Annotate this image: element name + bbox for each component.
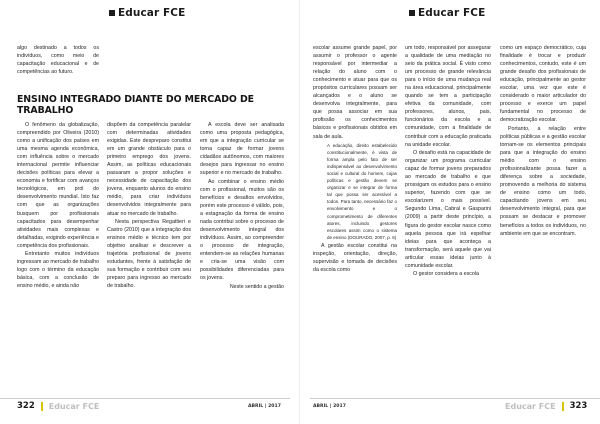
right-col-2 — [405, 44, 491, 279]
paragraph: Neste sentido a gestão — [229, 283, 284, 290]
page-number: 323 — [569, 401, 588, 411]
left-col-1 — [17, 121, 99, 291]
paragraph: O fenômeno da globalização, compreendido por Oliveira (2010) como a unificação dos países em uma mesma agenda econômica, com influência sobre o mercado internacional permite influenciar decisões políticas para elevar a economia e fortificar com avanços tecnológicos, em prol do desenvolvimento mundial. Isto faz com que as organizações busquem por profissionais capacitados para desempenhar atividades mais complexas e detalhadas, exigindo experiência e competência dos profissionais. — [17, 122, 99, 249]
header-square-icon — [409, 10, 415, 16]
paragraph: O gestor considera a escola — [413, 271, 479, 278]
left-header — [109, 7, 185, 19]
footer-accent-bar — [562, 402, 564, 411]
paragraph: um todo, responsável por assegurar a qualidade de uma mediação no seio da prática social. É visto como um processo de grande relevância para o início de uma mudança real na área educacional, principalmente quando se tem a participação efetiva da comunidade, com professores, alunos, pais, funcionários da escola e a comunidade, com a finalidade de contribuir com a educação praticada na unidade escolar. — [405, 45, 491, 148]
paragraph: escolar assume grande papel, por assumir o professor o agente responsável por intermediar a relação do aluno com o conhecimento e atuar para que os propósitos curriculares possam ser alcançados e o aluno se desenvolva integralmente, para que possa associar em sua profissão os conhecimentos básicos e profissionais obtidos em sala de aula. — [313, 45, 397, 140]
issue-date: ABRIL | 2017 — [248, 403, 281, 409]
left-col-3 — [200, 121, 284, 291]
paragraph: Entretanto muitos indivíduos ingressam ao mercado de trabalho logo com o término da educação básica, com a conclusão de ensino médio, e ainda não — [17, 251, 99, 290]
left-header-title: Educar FCE — [118, 7, 186, 19]
right-footer — [505, 400, 587, 412]
right-footer-date — [313, 400, 346, 412]
header-square-icon — [109, 10, 115, 16]
right-col-1 — [313, 44, 397, 275]
section-title: ENSINO INTEGRADO DIANTE DO MERCADO DE TRABALHO — [17, 94, 254, 116]
intro-paragraph: algo destinado a todos os indivíduos, como meio de capacitação educacional e de competências ao futuro. — [17, 45, 99, 76]
paragraph: Portanto, a relação entre políticas públicas e a gestão escolar tornam-se os elementos principais para que a integração do ensino médio com o ensino profissionalizante possa fazer a diferença sobre a sociedade, promovendo a melhoria do sistema de ensino como um todo, capacitando jovens em seu desenvolvimento integral, para que possam se destacar e promover benefícios a todos os indivíduos, no ambiente em que se encontram. — [500, 125, 586, 237]
footer-rule — [0, 398, 290, 399]
paragraph: dispõem da competência paralelar com determinadas atividades exigidas. Este despreparo constitui em um grande obstáculo para o primeiro emprego dos jovens. Assim, as políticas educacionais passaram a propor soluções e necessidade de capacitação dos jovens, enquanto alunos do ensino médio, para criar indivíduos desenvolvidos integralmente para atuar no mercado de trabalho. — [107, 122, 191, 217]
paragraph: como um espaço democrático, cuja finalidade é trocar e produzir conhecimentos, contudo, este é um grande desafio dos profissionais de educação, principalmente ao gestor escolar, uma vez que este é considerado o maior articulador do processo e exerce um papel fundamental no processo de democratização escolar. — [500, 45, 586, 124]
paragraph: A gestão escolar constitui na inspeção, orientação, direção, supervisão e tomada de decisões da escola como — [313, 242, 397, 274]
right-col-3 — [500, 44, 586, 238]
left-footer-date — [248, 400, 281, 412]
right-header-title: Educar FCE — [418, 7, 486, 19]
paragraph: Ao combinar o ensino médio com o profissional, muitos são os benefícios e desafios envolvidos, porém este processo é válido, pois, a estagnação da forma de ensino nada contribui sobre o processo de desenvolvimento integral dos indivíduos. Assim, ao compreender o processo de integração, entendem-se as relações humanas e cria-se uma visão com possibilidades diferenciadas para os jovens. — [200, 178, 284, 282]
issue-date: ABRIL | 2017 — [313, 403, 346, 409]
footer-accent-bar — [41, 402, 43, 411]
footer-rule — [310, 398, 600, 399]
left-intro-column — [17, 44, 99, 77]
paragraph: A escola deve ser analisada como uma proposta pedagógica, em que a integração curricular se torna capaz de formar jovens cidadãos autônomos, com maiores desejos para ingressar no ensino superior e no mercado de trabalho. — [200, 122, 284, 177]
footer-brand: Educar FCE — [48, 401, 100, 411]
page-number: 322 — [17, 401, 35, 411]
block-quote: A educação, direito estabelecido constitucionalmente, é vista de forma ampla pelo fato de ser indispensável ao desenvolvimento social e cultural do homem, cujas políticas e gestão devem se organizar e se integrar de forma tal que possa ser acessível a todos. Para tanto, necessário faz o envolvimento e o comprometimento de diferentes atores, incluindo gestores escolares assim como o sistema de ensino (DOURADO, 2007, p. 6) — [327, 142, 397, 240]
left-footer — [17, 400, 99, 412]
right-page — [300, 0, 600, 424]
right-header — [409, 7, 485, 19]
left-col-2 — [107, 121, 191, 291]
paragraph: Nesta perspectiva Regattieri e Castro (2010) que a integração dos ensinos médio e técnico tem por objetivo analisar e descrever a trajetória profissional de jovens estudantes, frente à satisfação de sua formação e contribuir com seu preparo para ingresso ao mercado de trabalho. — [107, 219, 191, 290]
paragraph: O desafio está na capacidade de organizar um programa curricular capaz de formar jovens preparados ao mercado de trabalho e que prossigam os estudos para o ensino superior, fazendo com que se escolarizem o mais possível. Segundo Lima, Cabral e Gasparini (2009) a partir deste princípio, a figura do gestor escolar nasce como aquela pessoa que irá espelhar ideias para que aconteça a transformação, será aquele que vai articular essas ideias junto à comunidade escolar. — [405, 150, 491, 269]
footer-brand: Educar FCE — [505, 401, 556, 411]
